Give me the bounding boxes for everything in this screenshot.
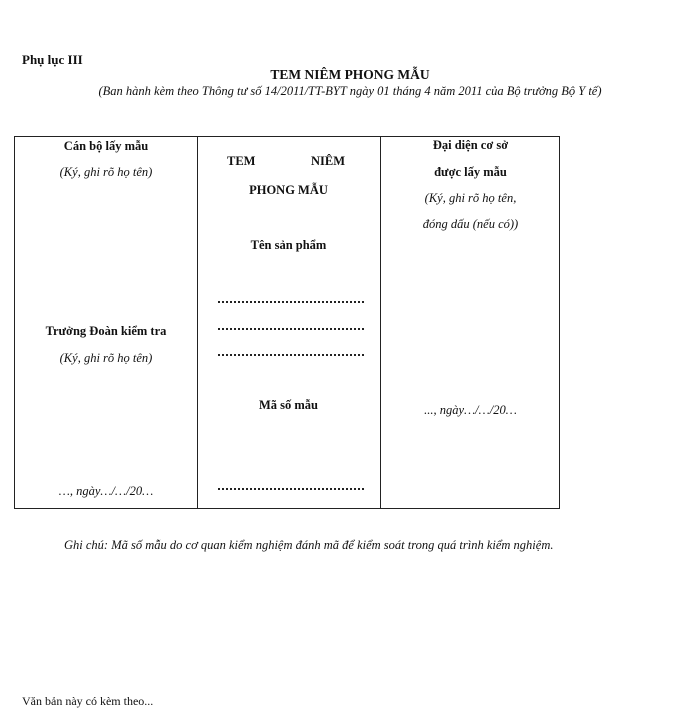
seal-title-line-2: PHONG MẪU [249, 183, 328, 197]
seal-title-word-1: TEM [227, 154, 256, 168]
document-title: TEM NIÊM PHONG MẪU [270, 67, 430, 82]
product-name-dotted-line [218, 354, 364, 356]
sampler-sign-note: (Ký, ghi rõ họ tên) [59, 165, 153, 179]
document-subtitle: (Ban hành kèm theo Thông tư số 14/2011/TT-BYT ngày 01 tháng 4 năm 2011 của Bộ trưởng Bộ Y tế) [98, 84, 602, 98]
sample-code-label: Mã số mẫu [258, 398, 319, 412]
seal-stamp-table [14, 136, 560, 509]
right-date-line: ..., ngày…/…/20… [424, 403, 517, 417]
footnote: Ghi chú: Mã số mẫu do cơ quan kiểm nghiệm đánh mã để kiểm soát trong quá trình kiểm nghiệm. [64, 538, 554, 552]
leader-title: Trưởng Đoàn kiểm tra [45, 324, 167, 338]
appendix-label: Phụ lục III [22, 52, 83, 67]
leader-sign-note: (Ký, ghi rõ họ tên) [59, 351, 153, 365]
facility-rep-sign-note-2: đóng dấu (nếu có)) [422, 217, 519, 231]
product-name-dotted-line [218, 301, 364, 303]
product-name-dotted-line [218, 328, 364, 330]
left-date-line: …, ngày…/…/20… [58, 484, 154, 498]
cut-off-footer-text: Văn bản này có kèm theo... [22, 694, 154, 708]
facility-rep-title-line-2: được lấy mẫu [434, 165, 507, 179]
facility-rep-title-line-1: Đại diện cơ sở [432, 138, 509, 152]
sample-code-dotted-line [218, 488, 364, 490]
product-name-label: Tên sản phẩm [250, 238, 327, 252]
seal-title-word-2: NIÊM [311, 154, 346, 168]
facility-rep-sign-note-1: (Ký, ghi rõ họ tên, [424, 191, 517, 205]
sampler-title: Cán bộ lấy mẫu [63, 139, 149, 153]
